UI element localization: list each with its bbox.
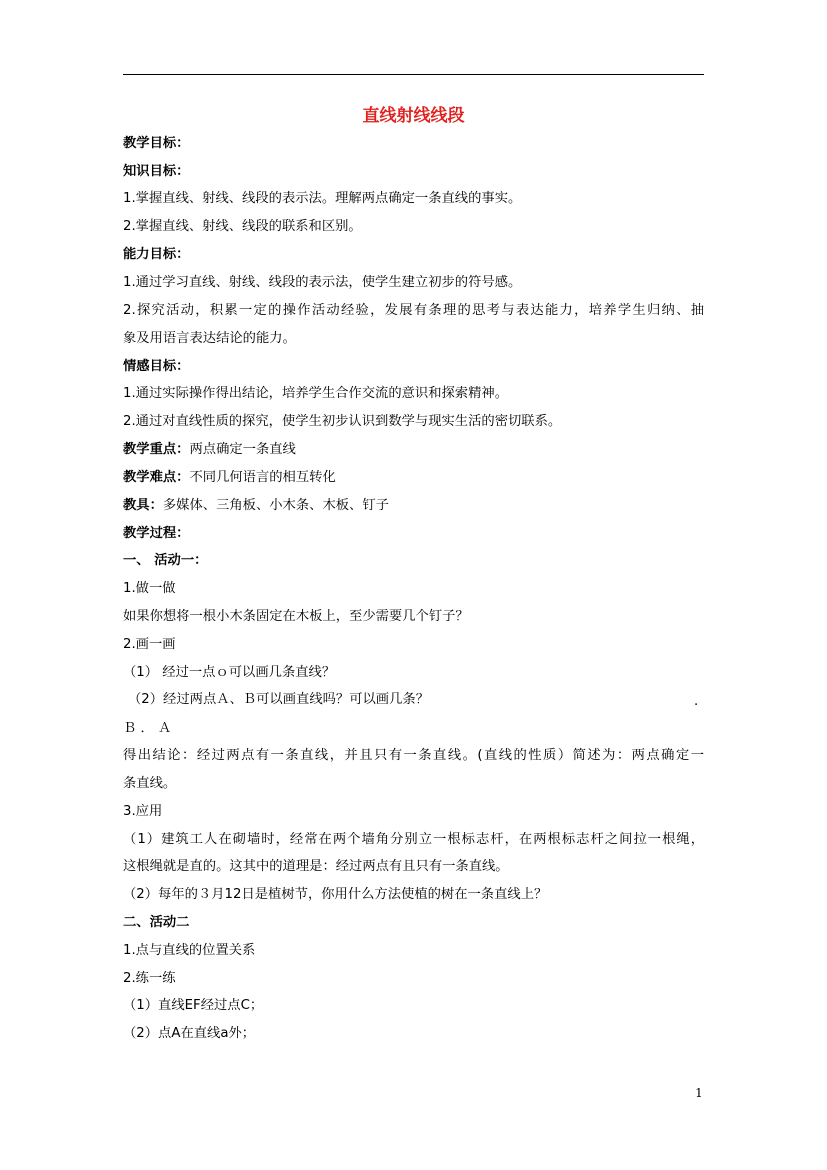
knowledge-item-1: 1.掌握直线、射线、线段的表示法。理解两点确定一条直线的事实。 xyxy=(123,191,522,206)
tools-value: 多媒体、三角板、小木条、木板、钉子 xyxy=(162,498,389,513)
exercise-2: （2）点A在直线a外； xyxy=(123,1026,256,1041)
exercise-1: （1）直线EF经过点C； xyxy=(123,998,264,1013)
application-2: （2）每年的３月12日是植树节，你用什么方法使植的树在一条直线上？ xyxy=(123,887,548,902)
step-2: 2.画一画 xyxy=(123,637,176,652)
knowledge-item-2: 2.掌握直线、射线、线段的联系和区别。 xyxy=(123,219,362,234)
conclusion-line-1: 得出结论：经过两点有一条直线，并且只有一条直线。(直线的性质）简述为：两点确定一 xyxy=(123,748,704,763)
tools xyxy=(123,496,704,516)
step-3: 3.应用 xyxy=(123,804,163,819)
topic-1: 1.点与直线的位置关系 xyxy=(123,943,256,958)
activity-1-heading: 一、 活动一： xyxy=(123,553,208,568)
key-point-value: 两点确定一条直线 xyxy=(189,442,296,457)
difficulty xyxy=(123,468,704,488)
emotion-heading: 情感目标： xyxy=(123,359,190,374)
knowledge-heading: 知识目标： xyxy=(123,164,190,179)
ability-item-2-line-1: 2.探究活动，积累一定的操作活动经验，发展有条理的思考与表达能力，培养学生归纳、抽 xyxy=(123,303,704,318)
application-1-line-1: （1）建筑工人在砌墙时，经常在两个墙角分别立一根标志杆，在两根标志杆之间拉一根绳， xyxy=(123,832,704,847)
points-ba: Ｂ ． Ａ xyxy=(123,721,172,736)
ability-item-1: 1.通过学习直线、射线、线段的表示法，使学生建立初步的符号感。 xyxy=(123,275,522,290)
step-1-question: 如果你想将一根小木条固定在木板上，至少需要几个钉子？ xyxy=(123,609,469,624)
difficulty-value: 不同几何语言的相互转化 xyxy=(189,470,336,485)
step-2-question-2: （2）经过两点Ａ、Ｂ可以画直线吗？可以画几条？ xyxy=(128,692,429,707)
tools-label: 教具： xyxy=(123,498,163,513)
objectives-heading: 教学目标： xyxy=(123,136,190,151)
difficulty-label: 教学难点： xyxy=(123,470,190,485)
activity-2-heading: 二、活动二 xyxy=(123,915,190,930)
page-number: 1 xyxy=(695,1086,703,1100)
document-title: 直线射线线段 xyxy=(362,106,465,126)
header-rule xyxy=(123,74,704,75)
conclusion-line-2: 条直线。 xyxy=(123,776,177,791)
step-2-question-1: （1） 经过一点ｏ可以画几条直线？ xyxy=(123,665,336,680)
ability-heading: 能力目标： xyxy=(123,247,190,262)
key-point xyxy=(123,440,704,460)
ability-item-2-line-2: 象及用语言表达结论的能力。 xyxy=(123,331,296,346)
point-dot-right: . xyxy=(694,694,699,709)
emotion-item-1: 1.通过实际操作得出结论，培养学生合作交流的意识和探索精神。 xyxy=(123,386,508,401)
application-1-line-2: 这根绳就是直的。这其中的道理是：经过两点有且只有一条直线。 xyxy=(123,859,509,874)
process-heading: 教学过程： xyxy=(123,526,190,541)
key-point-label: 教学重点： xyxy=(123,442,190,457)
emotion-item-2: 2.通过对直线性质的探究，使学生初步认识到数学与现实生活的密切联系。 xyxy=(123,414,562,429)
step-1: 1.做一做 xyxy=(123,581,176,596)
topic-2: 2.练一练 xyxy=(123,971,176,986)
